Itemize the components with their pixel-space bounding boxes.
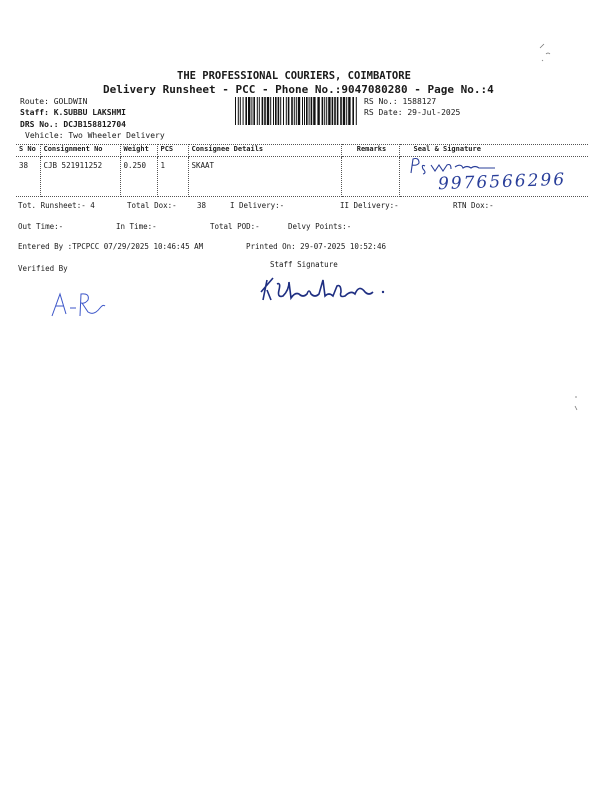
company-title: THE PROFESSIONAL COURIERS, COIMBATORE — [177, 70, 411, 82]
cell-consignment: CJB 521911252 — [40, 157, 120, 197]
vehicle-text: Vehicle: Two Wheeler Delivery — [25, 131, 165, 140]
cell-pcs: 1 — [157, 157, 188, 197]
stray-mark — [536, 40, 556, 64]
cell-remarks — [341, 157, 399, 197]
staff-signature-label: Staff Signature — [270, 260, 338, 269]
i-delivery: I Delivery:- — [230, 201, 285, 210]
verifier-signature-scribble — [48, 288, 108, 320]
in-time: In Time:- — [116, 222, 157, 231]
entered-by: Entered By :TPCPCC 07/29/2025 10:46:45 AM — [18, 242, 204, 251]
delvy-points: Delvy Points:- — [288, 222, 352, 231]
cell-sno: 38 — [16, 157, 40, 197]
rs-date: RS Date: 29-Jul-2025 — [364, 108, 461, 117]
staff-text: Staff: K.SUBBU LAKSHMI — [20, 108, 126, 117]
staff-signature-scribble — [255, 270, 390, 306]
col-consignment-no: Consignment No — [40, 145, 120, 157]
col-remarks: Remarks — [341, 145, 399, 157]
total-dox-value: 38 — [197, 201, 207, 210]
cell-weight: 0.250 — [120, 157, 157, 197]
stray-mark — [570, 392, 582, 418]
col-consignee-details: Consignee Details — [188, 145, 341, 157]
col-pcs: PCS — [157, 145, 188, 157]
total-pod: Total POD:- — [210, 222, 260, 231]
col-sno: S No — [16, 145, 40, 157]
tot-runsheet: Tot. Runsheet:- 4 — [18, 201, 95, 210]
route-text: Route: GOLDWIN — [20, 97, 88, 106]
table-header-row — [16, 145, 588, 157]
printed-on: Printed On: 29-07-2025 10:52:46 — [246, 242, 386, 251]
consignee-phone-handwritten: 9976566296 — [437, 169, 567, 195]
rs-number: RS No.: 1588127 — [364, 97, 437, 106]
cell-consignee: SKAAT — [188, 157, 341, 197]
col-seal-signature: Seal & Signature — [399, 145, 588, 157]
drs-number: DRS No.: DCJB158812704 — [20, 120, 126, 129]
barcode-image — [234, 97, 358, 125]
col-weight: Weight — [120, 145, 157, 157]
rtn-dox: RTN Dox:- — [453, 201, 494, 210]
total-dox-label: Total Dox:- — [127, 201, 177, 210]
runsheet-subtitle: Delivery Runsheet - PCC - Phone No.:9047080280 - Page No.:4 — [103, 83, 494, 96]
out-time: Out Time:- — [18, 222, 64, 231]
ii-delivery: II Delivery:- — [340, 201, 399, 210]
verified-by: Verified By — [18, 264, 68, 273]
